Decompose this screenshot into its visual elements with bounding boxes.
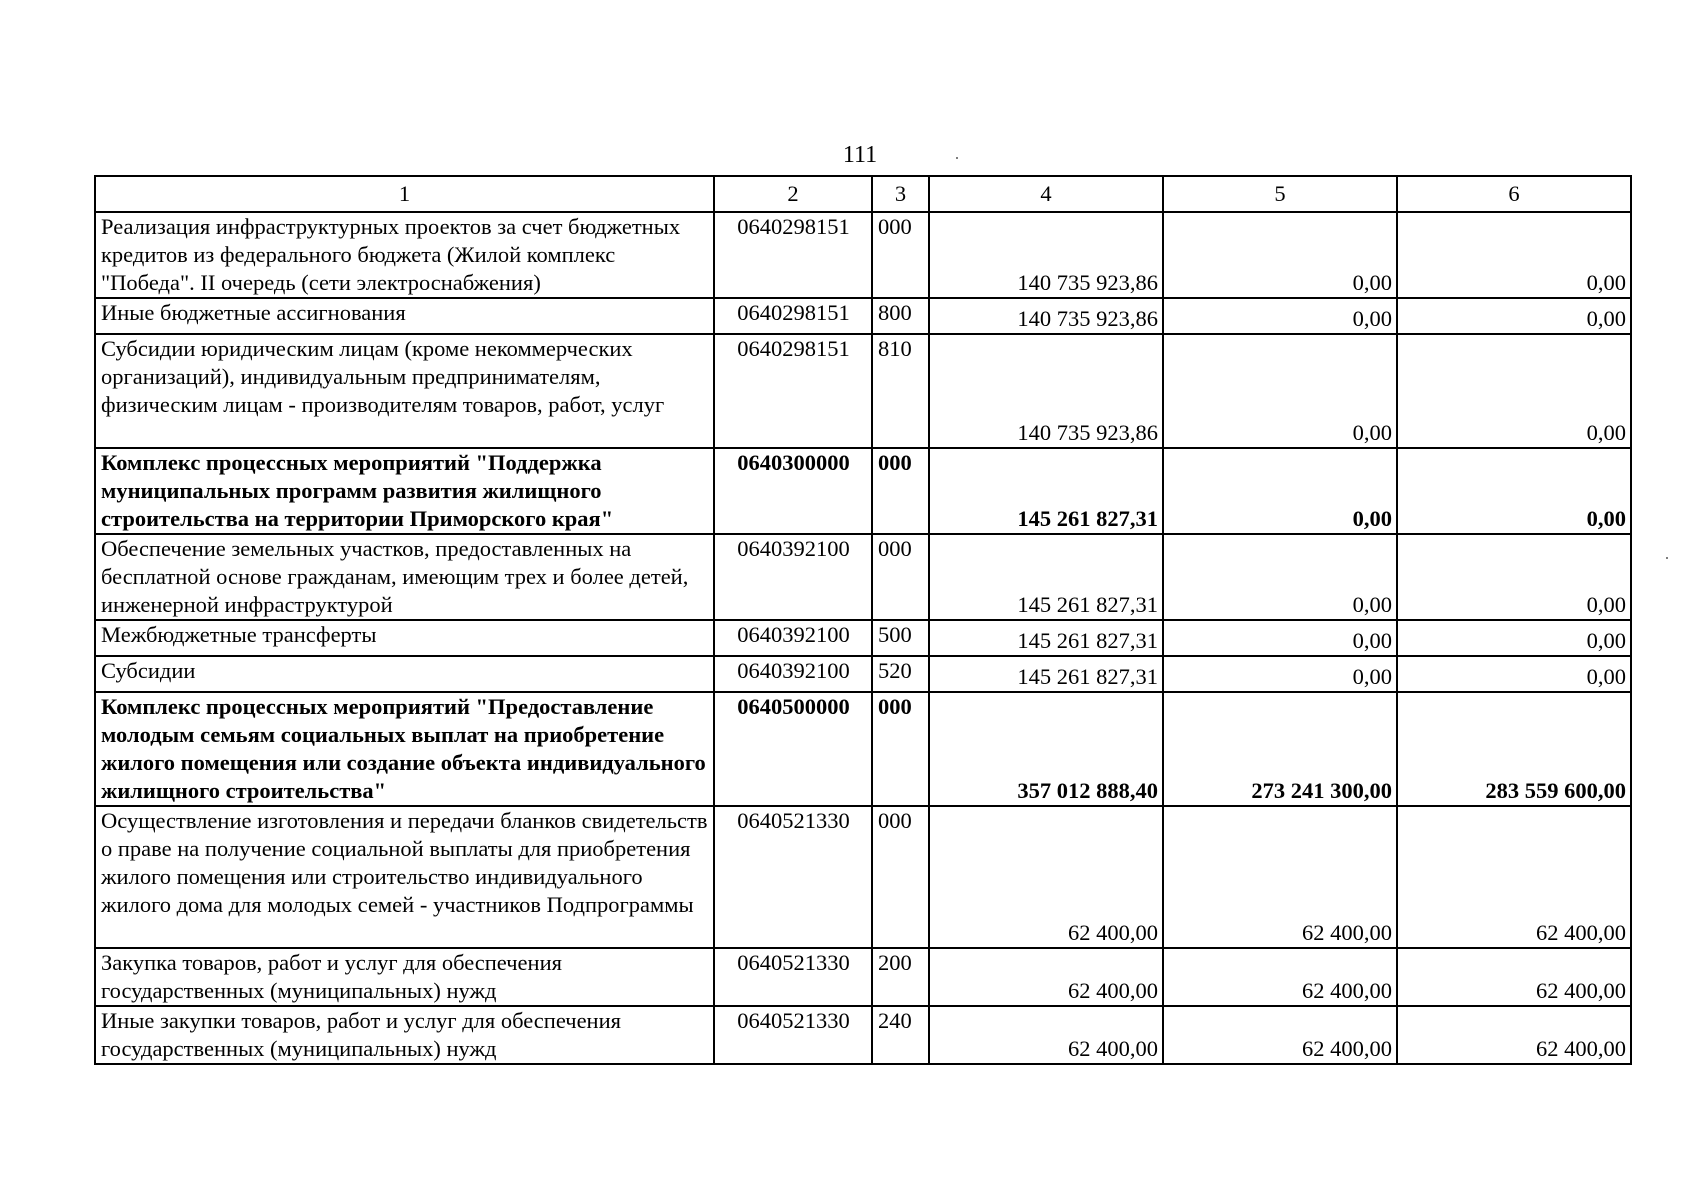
column-header: 5 xyxy=(1163,176,1397,212)
expense-type-code: 000 xyxy=(872,692,929,806)
amount-col4: 145 261 827,31 xyxy=(929,448,1163,534)
amount-col4: 62 400,00 xyxy=(929,1006,1163,1064)
expense-type-code: 800 xyxy=(872,298,929,334)
amount-col5: 0,00 xyxy=(1163,620,1397,656)
amount-col4: 62 400,00 xyxy=(929,806,1163,948)
amount-col6: 0,00 xyxy=(1397,212,1631,298)
amount-col6: 62 400,00 xyxy=(1397,806,1631,948)
amount-col5: 0,00 xyxy=(1163,448,1397,534)
row-name: Комплекс процессных мероприятий "Поддержка муниципальных программ развития жилищного строительства на территории Приморского края" xyxy=(95,448,714,534)
amount-col6: 0,00 xyxy=(1397,334,1631,448)
target-code: 0640298151 xyxy=(714,334,872,448)
amount-col5: 0,00 xyxy=(1163,212,1397,298)
expense-type-code: 200 xyxy=(872,948,929,1006)
table-header-row xyxy=(95,176,1631,212)
page-number: 111 xyxy=(842,142,878,168)
target-code: 0640300000 xyxy=(714,448,872,534)
table-row xyxy=(95,448,1631,534)
amount-col6: 0,00 xyxy=(1397,448,1631,534)
scan-speck xyxy=(956,157,958,159)
target-code: 0640521330 xyxy=(714,1006,872,1064)
amount-col5: 0,00 xyxy=(1163,334,1397,448)
amount-col5: 62 400,00 xyxy=(1163,806,1397,948)
amount-col4: 62 400,00 xyxy=(929,948,1163,1006)
row-name: Иные бюджетные ассигнования xyxy=(95,298,714,334)
amount-col4: 357 012 888,40 xyxy=(929,692,1163,806)
row-name: Осуществление изготовления и передачи бланков свидетельств о праве на получение социальной выплаты для приобретения жилого помещения или строительство индивидуального жилого дома для молодых семей - участников Подпрограммы xyxy=(95,806,714,948)
scan-speck xyxy=(1666,557,1668,559)
table-row xyxy=(95,948,1631,1006)
table-row xyxy=(95,334,1631,448)
target-code: 0640521330 xyxy=(714,948,872,1006)
table-row xyxy=(95,692,1631,806)
amount-col6: 0,00 xyxy=(1397,298,1631,334)
row-name: Иные закупки товаров, работ и услуг для обеспечения государственных (муниципальных) нужд xyxy=(95,1006,714,1064)
target-code: 0640392100 xyxy=(714,534,872,620)
target-code: 0640392100 xyxy=(714,620,872,656)
amount-col6: 62 400,00 xyxy=(1397,1006,1631,1064)
expense-type-code: 240 xyxy=(872,1006,929,1064)
amount-col4: 140 735 923,86 xyxy=(929,298,1163,334)
target-code: 0640392100 xyxy=(714,656,872,692)
amount-col5: 0,00 xyxy=(1163,656,1397,692)
row-name: Реализация инфраструктурных проектов за счет бюджетных кредитов из федерального бюджета (Жилой комплекс "Победа". II очередь (сети электроснабжения) xyxy=(95,212,714,298)
target-code: 0640500000 xyxy=(714,692,872,806)
amount-col4: 140 735 923,86 xyxy=(929,334,1163,448)
target-code: 0640298151 xyxy=(714,212,872,298)
target-code: 0640298151 xyxy=(714,298,872,334)
amount-col4: 145 261 827,31 xyxy=(929,656,1163,692)
expense-type-code: 810 xyxy=(872,334,929,448)
amount-col5: 0,00 xyxy=(1163,298,1397,334)
expense-type-code: 520 xyxy=(872,656,929,692)
row-name: Обеспечение земельных участков, предоставленных на бесплатной основе гражданам, имеющим трех и более детей, инженерной инфраструктурой xyxy=(95,534,714,620)
expense-type-code: 000 xyxy=(872,448,929,534)
row-name: Субсидии xyxy=(95,656,714,692)
amount-col6: 0,00 xyxy=(1397,656,1631,692)
table-row xyxy=(95,806,1631,948)
column-header: 2 xyxy=(714,176,872,212)
table-row xyxy=(95,656,1631,692)
amount-col5: 62 400,00 xyxy=(1163,948,1397,1006)
expense-type-code: 000 xyxy=(872,806,929,948)
table-row xyxy=(95,212,1631,298)
amount-col6: 283 559 600,00 xyxy=(1397,692,1631,806)
amount-col6: 62 400,00 xyxy=(1397,948,1631,1006)
expense-type-code: 500 xyxy=(872,620,929,656)
amount-col5: 62 400,00 xyxy=(1163,1006,1397,1064)
column-header: 4 xyxy=(929,176,1163,212)
column-header: 3 xyxy=(872,176,929,212)
row-name: Закупка товаров, работ и услуг для обеспечения государственных (муниципальных) нужд xyxy=(95,948,714,1006)
target-code: 0640521330 xyxy=(714,806,872,948)
amount-col5: 273 241 300,00 xyxy=(1163,692,1397,806)
table-row xyxy=(95,620,1631,656)
table-row xyxy=(95,534,1631,620)
row-name: Межбюджетные трансферты xyxy=(95,620,714,656)
budget-table xyxy=(94,175,1632,1065)
row-name: Субсидии юридическим лицам (кроме некоммерческих организаций), индивидуальным предпринимателям, физическим лицам - производителям товаров, работ, услуг xyxy=(95,334,714,448)
amount-col5: 0,00 xyxy=(1163,534,1397,620)
expense-type-code: 000 xyxy=(872,534,929,620)
table-row xyxy=(95,1006,1631,1064)
amount-col4: 145 261 827,31 xyxy=(929,620,1163,656)
column-header: 6 xyxy=(1397,176,1631,212)
amount-col4: 140 735 923,86 xyxy=(929,212,1163,298)
expense-type-code: 000 xyxy=(872,212,929,298)
amount-col6: 0,00 xyxy=(1397,534,1631,620)
amount-col6: 0,00 xyxy=(1397,620,1631,656)
row-name: Комплекс процессных мероприятий "Предоставление молодым семьям социальных выплат на приобретение жилого помещения или создание объекта индивидуального жилищного строительства" xyxy=(95,692,714,806)
table-row xyxy=(95,298,1631,334)
column-header: 1 xyxy=(95,176,714,212)
amount-col4: 145 261 827,31 xyxy=(929,534,1163,620)
